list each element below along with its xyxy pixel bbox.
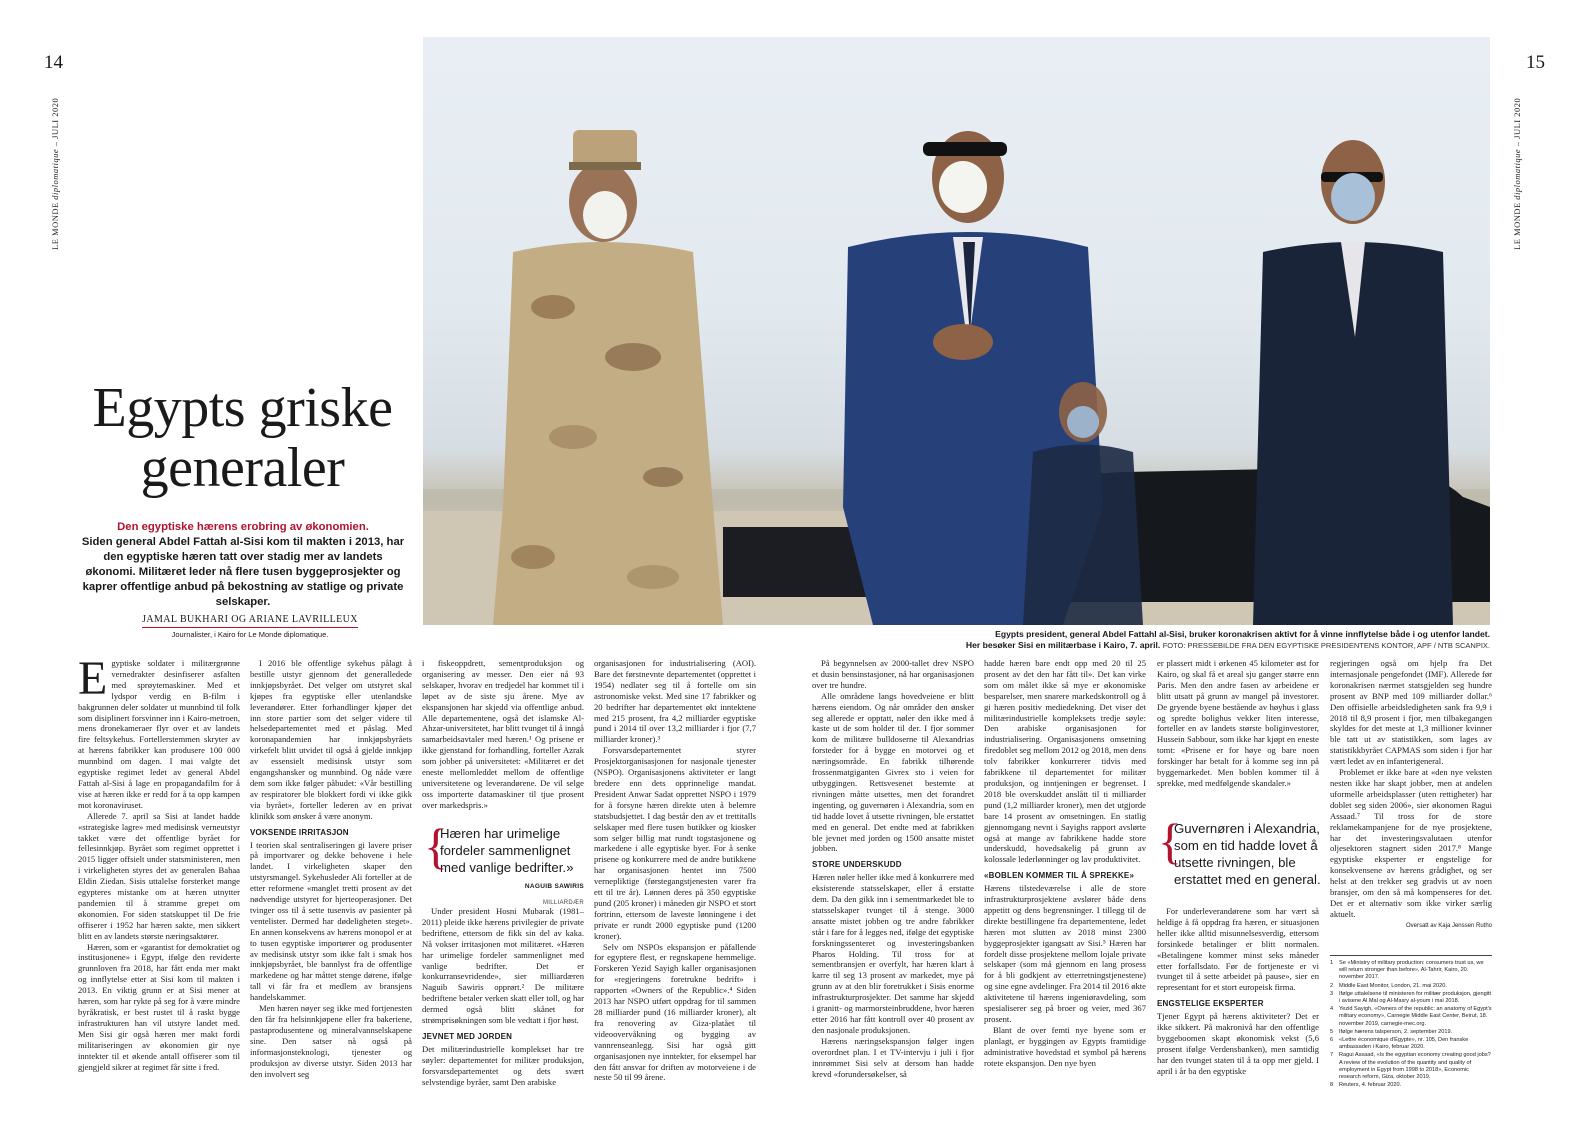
subheading: STORE UNDERSKUDD: [812, 860, 902, 870]
footnote-text: Se «Ministry of military production: consumers trust us, we will return stronger than before», Al-Tahrir, Kairo, 20. november 2017.: [1339, 960, 1484, 981]
subheading: JEVNET MED JORDEN: [422, 1031, 513, 1041]
issue-date: – JULI 2020: [1512, 97, 1522, 147]
footnote-text: Ifølge hærens talsperson, 2. september 2019.: [1339, 1028, 1453, 1035]
footnote: [1330, 1082, 1492, 1089]
paragraph: er plassert midt i ørkenen 45 kilometer øst for Kairo, og skal få et areal sju ganger større enn Paris. Men den andre fasen av arbeidene er blitt utsatt på grunn av mangel på investorer. De gryende byene bestående av høyhus i glass og spredte bolighus vekker liten interesse, forteller en av landets største boliginvestorer, Hussein Sabbour, som ikke har kjøpt en eneste tomt: «Prisene er for høye og bare noen forskinger har betalt for å komme seg inn på byggemarkedet. Men boblen kommer til å sprekke, med medfølgende skandaler.»: [1157, 658, 1319, 788]
lead-photo-illustration: [423, 37, 1490, 625]
footnote: [1330, 960, 1492, 982]
photo-caption: [870, 629, 1490, 651]
article-column-3-top: [422, 658, 584, 818]
masthead-italic: diplomatique: [50, 148, 60, 200]
byline-authors: JAMAL BUKHARI OG ARIANE LAVRILLEUX: [142, 614, 358, 628]
paragraph: Allerede 7. april sa Sisi at landet hadde «strategiske lagre» med medisinsk verneutstyr takket være det offentlige byrået for fellesinnkjøp. Byrået som regimet opprettet i 2015 ligger offsielt under statsministeren, men i virkeligheten styres det av generalen Bahaa Eldin Ziedan. Sisis uttalelse forsterket mange egypteres mistanke om at hæren utnytter pandemien til å stramme grepet om økonomien. For siden statskuppet til De frie offiserer i 1952 har hæren sakte, men sikkert blitt en av landets største næringsaktører.: [78, 810, 240, 941]
paragraph: Hærens næringsekspansjon følger ingen overordnet plan. I et TV-intervju i juli i fjor innrømmet Sisi selv at dersom han hadde krevd «forundersøkelser, så: [812, 1035, 974, 1079]
quote-brace: {: [1158, 813, 1182, 869]
masthead: LE MONDE: [50, 202, 60, 250]
lede-kicker: Den egyptiske hærens erobring av økonomien.: [117, 521, 369, 533]
page-number-right: 15: [1526, 52, 1545, 73]
pull-quote-text: Guvernøren i Alexandria, som en tid hadde lovet å utsette rivningen, ble erstattet med en general.: [1174, 821, 1321, 887]
quote-brace: {: [424, 818, 448, 874]
paragraph: Tjener Egypt på hærens aktiviteter? Det er ikke sikkert. På makronivå har den offentlige byggeboomen skapt økonomisk vekst (5,6 prosent ifølge Verdensbanken), men samtidig har den tvunget staten til å ta opp mer gjeld. I april i år ba den egyptiske: [1157, 1011, 1319, 1076]
subheading: «BOBLEN KOMMER TIL Å SPREKKE»: [984, 871, 1135, 881]
article-column-1: [78, 652, 240, 1072]
paragraph: [78, 652, 240, 811]
footnote-text: Middle East Monitor, London, 21. mai 2020.: [1339, 982, 1447, 989]
paragraph: i fiskeoppdrett, sementproduksjon og organisering av messer. Den eier nå 93 selskaper, hvorav en tredjedel har kommet til i løpet av de siste sju årene. Mye av ekspansjonen har skjedd via offentlige anbud. Alle departementene, også det islamske Al-Ahzar-universitetet, har blitt tvunget til å inngå samarbeidsavtaler med hæren.¹ Og prisene er ikke gjenstand for forhandling, forteller Azrak som jobber på universitetet: «Militæret er det eneste mellomleddet mellom de offentlige universitetene og leverandørene. De vil selge oss importerte datamaskiner til tjue prosent over markedspris.»: [422, 658, 584, 810]
footnote-number: 8: [1330, 1082, 1334, 1089]
footnote-number: 1: [1330, 960, 1334, 966]
paragraph: regjeringen også om hjelp fra Det internasjonale pengefondet (IMF). Allerede før koronakrisen nærmet statsgjelden seg hundre prosent av BNP med 109 milliarder dollar.⁶ Den offisielle arbeidsledigheten sank fra 9,9 i 2018 til 8,9 prosent i fjor, men tilbakegangen skyldes for det meste at 1,3 millioner kvinner ble tatt ut av statistikken, som lages av statistikkbyrået CAPMAS som siden i fjor har vært ledet av en infanterigeneral.: [1330, 658, 1492, 767]
pull-quote-1: [424, 818, 584, 912]
paragraph: For underleverandørene som har vært så heldige å få oppdrag fra hæren, er situasjonen heller ikke alltid misunnelsesverdig, ettersom forsinkede betalinger er blitt normalen. «Betalingene kommer minst seks måneder etter forfallsdato. Før de fortjeneste er vi tvunget til å sette arbeidet på pause», sier en representant for et stort europeisk firma.: [1157, 906, 1319, 993]
pull-quote-text: Hæren har urimelige fordeler sammenlignet med vanlige bedrifter.»: [440, 826, 574, 875]
footnote-number: 6: [1330, 1037, 1334, 1044]
footnote: [1330, 1029, 1492, 1036]
article-column-2: [250, 658, 412, 1079]
paragraph: På begynnelsen av 2000-tallet drev NSPO et dusin bensinstasjoner, nå har organisasjonen over tre hundre.: [812, 658, 974, 690]
running-head-right: [1512, 98, 1522, 250]
footnote-text: Yezid Sayigh, «Owners of the republic: an anatomy of Egypt's military economy», Carnegie Middle East Center, Beirut, 18. november 2019, carnegie-mec.org.: [1339, 1006, 1492, 1027]
article-column-7-top: [1157, 658, 1319, 816]
paragraph: Alle områdene langs hovedveiene er blitt hærens eiendom. Og når områder den ønsker seg allerede er opptatt, nøler den ikke med å kaste ut de som holder til der. I fjor sommer kom de militære bulldoserne til Alexandrias forsteder for å bygge en motorvei og et næringsområde. En fabrikk tilhørende frossenmatgiganten Givrex sto i veien for utbyggingen. Rettsvesenet bestemte at rivningen måtte utsettes, men det forandret ingenting, og guvernøren i Alexandria, som en tid hadde lovet å utsette rivningen, ble erstattet med en general. Det endte med at fabrikken ble jevnet med jorden og 1500 ansatte mistet jobben.: [812, 690, 974, 854]
photo-credit: FOTO: PRESSEBILDE FRA DEN EGYPTISKE PRESIDENTENS KONTOR, APF / NTB SCANPIX.: [1162, 641, 1490, 650]
issue-date: – JULI 2020: [50, 97, 60, 147]
headline-line-2: generaler: [140, 437, 345, 499]
headline-line-1: Egypts griske: [92, 377, 393, 439]
paragraph: I teorien skal sentraliseringen gi lavere priser på importvarer og dekke behovene i hele landet. I virkeligheten skaper den utstyrsmangel. Sykehusleder Ali forteller at de etter reformene «manglet tretti prosent av det nødvendige utstyret for hjerteoperasjoner. Det tvinger oss til å sette tusenvis av pasienter på ventelister. Dermed har dødeligheten steget». En annen konsekvens av hærens monopol er at to tusen egyptiske importører og produsenter av medisinsk utstyr som ikke falt i smak hos innkjøpsbyrået, ble bannlyst fra de offentlige markedene og har måttet stenge dørene, ifølge tall vi får fra et medlem av bransjens handelskammer.: [250, 839, 412, 1003]
byline: [140, 609, 360, 639]
translator-credit: Oversatt av Kaja Jenssen Rutho: [1405, 922, 1492, 929]
footnote-text: Ifølge uttalelsene til ministeren for militær produksjon, gjengitt i avisene Al Mal og Al-Masry al-youm i mai 2018.: [1339, 990, 1492, 1005]
article-column-3-bottom: [422, 906, 584, 1088]
footnote: [1330, 1037, 1492, 1051]
article-column-6: [984, 658, 1146, 1069]
footnote: [1330, 983, 1492, 990]
paragraph: Det militærindustrielle komplekset har tre søyler: departementet for militær produksjon, forsvarsdepartementet og dets svært selvstendige byråer, samt Den arabiske: [422, 1043, 584, 1087]
paragraph: Hærens tilstedeværelse i alle de store infrastrukturprosjektene avslører både dens appetitt og dens begrensninger. I tillegg til de direkte bestillingene fra departementene, ledet hæren mot slutten av 2018 minst 2300 byggeprosjekter igangsatt av Sisi.⁵ Hæren har fordelt disse prosjektene mellom lojale private selskaper (som må gjennom en lang prosess for å bli godkjent av etterretningstjenestene) og sine egne avdelinger. Fra 2014 til 2016 økte aktivitetene til hærens ingeniøravdeling, som spesialiserer seg på broer og veier, med 367 prosent.: [984, 883, 1146, 1024]
caption-line-2: Her besøker Sisi en militærbase i Kairo, 7. april.: [965, 640, 1161, 650]
running-head-left: [50, 98, 60, 250]
article-column-8: [1330, 658, 1492, 948]
article-column-4: [594, 658, 756, 1083]
lead-photo: [423, 37, 1490, 625]
footnote-number: 5: [1330, 1028, 1334, 1035]
subheading: VOKSENDE IRRITASJON: [250, 827, 349, 837]
paragraph-text: gyptiske soldater i militærgrønne vernedrakter desinfiserer asfalten med sprøytemaskiner. Med et lydspor verdig en B-film i bakgrunnen deler soldater ut munnbind til folk som disiplinert forsvinner inn i Kairo-metroen, mens dronekameraer flyr over et av landets fire feltsykehus. Fortellerstemmen skryter av at hærens fabrikker kan produsere 100 000 munnbind om dagen. I mai valgte det egyptiske regimet ledet av general Abdel Fattah al-Sisi å lage en propagandafilm for å vise at hæren ikke er redd for å ta opp kampen mot koronaviruset.: [78, 658, 240, 810]
paragraph: Problemet er ikke bare at «den nye veksten nesten ikke har skapt jobber, men at andelen uformelle arbeidsplasser (uten rettigheter) har doblet seg siden 2006», sier økonomen Ragui Assaad.⁷ Til tross for de store reklamekampanjene for de nye prosjektene, har det investeringsvalutaen utenfor oljesektoren stagnert siden 2017.⁸ Mange egyptiske eksperter er engstelige for konsekvensene av hærens grådighet, og ser helst at den trekker seg gradvis ut av noen bransjer, om den så må kompenseres for det. Det er et alternativ som ikke virker særlig aktuelt.: [1330, 767, 1492, 919]
article-column-7-bottom: [1157, 906, 1319, 1077]
lede-text: Siden general Abdel Fattah al-Sisi kom til makten i 2013, har den egyptiske hæren tatt over stadig mer av landets økonomi. Militæret leder nå flere tusen byggeprosjekter og kaprer offentlige anbud på bekostning av statlige og private selskaper.: [81, 536, 405, 608]
paragraph: Selv om NSPOs ekspansjon er påfallende for egyptere flest, er regnskapene hemmelige. Forskeren Yezid Sayigh kaller organisasjonen for «regjeringens foretrukne bedrift» i rapporten «Owners of the Republic».⁴ Siden 2013 har NSPO utført oppdrag for til sammen 28 milliarder pund (16 milliarder kroner), alt fra renovering av Giza-platået til videoovervåkning og bygging av vannrenseanlegg. Sisi har også gitt organisasjonen nye inntekter, for eksempel har den fått ansvar for driften av motorveiene i de neste 50 til 99 årene.: [594, 941, 756, 1083]
page-number-left: 14: [44, 52, 63, 73]
subheading: ENGSTELIGE EKSPERTER: [1157, 999, 1264, 1009]
article-lede: [78, 520, 408, 610]
pull-quote-role: MILLIARDÆR: [542, 900, 584, 906]
drop-cap: E: [78, 652, 108, 705]
pull-quote-2: [1158, 813, 1323, 888]
masthead-italic: diplomatique: [1512, 148, 1522, 200]
byline-role: Journalister, i Kairo for Le Monde diplomatique.: [171, 630, 329, 639]
footnote-number: 3: [1330, 990, 1334, 997]
footnote-text: Ragui Assaad, «Is the egyptian economy creating good jobs? A review of the evolution of the quantity and quality of employment in Egypt from 1998 to 2018», Economic research reform, Giza, oktober 2019.: [1339, 1052, 1491, 1081]
article-column-5: [812, 658, 974, 1079]
article-headline: [60, 378, 425, 498]
pull-quote-attribution: NAGUIB SAWIRIS: [524, 883, 584, 890]
paragraph: Blant de over femti nye byene som er planlagt, er byggingen av Egypts framtidige administrative hovedstad et symbol på hærens rotete ekspansjon. Den nye byen: [984, 1024, 1146, 1068]
paragraph: hadde hæren bare endt opp med 20 til 25 prosent av det den har fått til». Det kan virke som om målet ikke så mye er økonomiske besparelser, men snarere markedskontroll og å gi hæren positiv mediedekning. Det viser det militærindustrielle kompleksets tredje søyle: Den arabiske organisasjonen for industrialisering. Organisasjonens omsetning firedoblet seg mellom 2012 og 2018, men dens tolv fabrikker konkurrerer tidvis med fabrikkene til departementet for militær produksjon, og inntjeningen er begrenset. I 2018 ble overskuddet anslått til ti milliarder pund (1,2 milliarder kroner), men det utgjorde bare 14 prosent av omsetningen. En statlig gjennomgang nevnt i Sayighs rapport avslørte også at mange av fabrikkene hadde store underskudd, hovedsakelig på grunn av kolossale lederlønninger og lav produktivitet.: [984, 658, 1146, 865]
footnote: [1330, 991, 1492, 1005]
paragraph: Under president Hosni Mubarak (1981–2011) pleide ikke hærens privilegier de private bedriftene, ettersom de fikk sin del av kaka. Nå vokser irritasjonen mot militæret. «Hæren har urimelige fordeler sammenlignet med vanlige bedrifter. Det er konkurransevridende», sier milliardæren Naguib Sawiris opprørt.² De militære bedriftene betaler verken skatt eller toll, og har dermed også blitt skånet for strømprisøkningen som ble vedtatt i fjor høst.: [422, 906, 584, 1026]
footnote: [1330, 1052, 1492, 1081]
paragraph: Forsvarsdepartementet styrer Prosjektorganisasjonen for nasjonale tjenester (NSPO). Organisasjonens aktiviteter er langt bredere enn dets opprinnelige mandat. President Anwar Sadat opprettet NSPO i 1979 for å forsyne hæren direkte uten å belemre statsbudsjettet. I dag består den av et trettitalls selskaper med flere tusen butikker og kiosker som selger billig mat rundt togstasjonene og markedene i alle egyptiske byer. For å senke prisene og konkurrere med de andre butikkene har organisasjonen hentet inn 7500 vernepliktige (førstegangstjenesten varer fra ett til tre år). Lønnen deres på 350 egyptiske pund (205 kroner) i måneden gir NSPO et stort fortrinn, ettersom de laveste lønningene i det private er rundt 2000 egyptiske pund (1200 kroner).: [594, 745, 756, 941]
masthead: LE MONDE: [1512, 202, 1522, 250]
paragraph: I 2016 ble offentlige sykehus pålagt å bestille utstyr gjennom det generalledede innkjøpsbyrået. Det velger om utstyret skal kjøpes fra egyptiske eller utenlandske leverandører. Etter forhandlinger kjøper det inn store partier som det selger videre til helsedepartementet med et påslag. Med koronapandemien har innkjøpsbyråets virkefelt blitt utvidet til også å gjelde innkjøp av essensielt medisinsk utstyr som engangshansker og munnbind. Og nåde være dem som ikke følger påbudet: «Vår bestilling av respiratorer ble blokkert fordi vi ikke gikk via byrået», forteller lederen av en privat klinikk som ønsker å være anonym.: [250, 658, 412, 821]
paragraph: Hæren, som er «garantist for demokratiet og institusjonene» i Egypt, ifølge den reviderte grunnloven fra 2018, har fått enda mer makt og innflytelse etter at Sisi kom til makten i 2013. En viktig grunn er at Sisi mener at hæren, som har rykte på seg for å være mindre byråkratisk, er best rustet til å raskt bygge infrastrukturen han vil utstyre landet med. Men Sisi gir også hæren mer makt fordi militariseringen av økonomien gir nye inntekter til et økende antall offiserer som til gjengjeld sikrer at regimet får sitte i fred.: [78, 941, 240, 1072]
footnote: [1330, 1006, 1492, 1028]
footnote-number: 7: [1330, 1052, 1334, 1059]
paragraph: organisasjonen for industrialisering (AOI). Bare det førstnevnte departementet (opprettet i 1954) nedlater seg til å fortelle om sin astronomiske vekst. Med sine 17 fabrikker og 20 bedrifter har departementet økt inntektene med 215 prosent, fra 4,2 milliarder egyptiske pund i 2014 til over 13,2 milliarder i fjor (7,7 milliarder kroner).³: [594, 658, 756, 745]
paragraph: Hæren nøler heller ikke med å konkurrere med eksisterende statsselskaper, eller å erstatte dem. Da den gikk inn i sementmarkedet ble to statsselskaper tvunget til å stenge. 3000 ansatte mistet jobben og tre andre fabrikker står i fare for å legges ned, ifølge det egyptiske forskningssenteret og investeringsbanken Pharos Holding. Til tross for at sementbransjen er overfylt, har hæren klart å karre til seg 13 prosent av markedet, mye på grunn av at den blir foretrukket i Sisis enorme infrastrukturprosjekter. Det samme har skjedd i granitt- og marmorsteinbruddene, hvor hæren etter 2016 har fått kontroll over 40 prosent av den nasjonale produksjonen.: [812, 872, 974, 1035]
footnote-number: 2: [1330, 982, 1334, 989]
footnote-number: 4: [1330, 1006, 1334, 1013]
paragraph: Men hæren nøyer seg ikke med fortjenesten den får fra helsinnkjøpene eller fra bakeriene, pastaprodusentene og mineralvannselskapene sine. Den satser nå også på informasjonsteknologi, tjenester og produksjon av diverse utstyr. Siden 2013 har den involvert seg: [250, 1003, 412, 1079]
footnote-text: Reuters, 4. februar 2020.: [1339, 1082, 1402, 1089]
caption-line-1: Egypts president, general Abdel Fattahl al-Sisi, bruker koronakrisen aktivt for å vinne innflytelse både i og utenfor landet.: [995, 629, 1490, 639]
footnotes: [1330, 955, 1492, 1090]
footnote-text: «Lettre économique d'Égypte», nr. 105, Den franske ambassaden i Kairo, februar 2020.: [1339, 1037, 1469, 1051]
